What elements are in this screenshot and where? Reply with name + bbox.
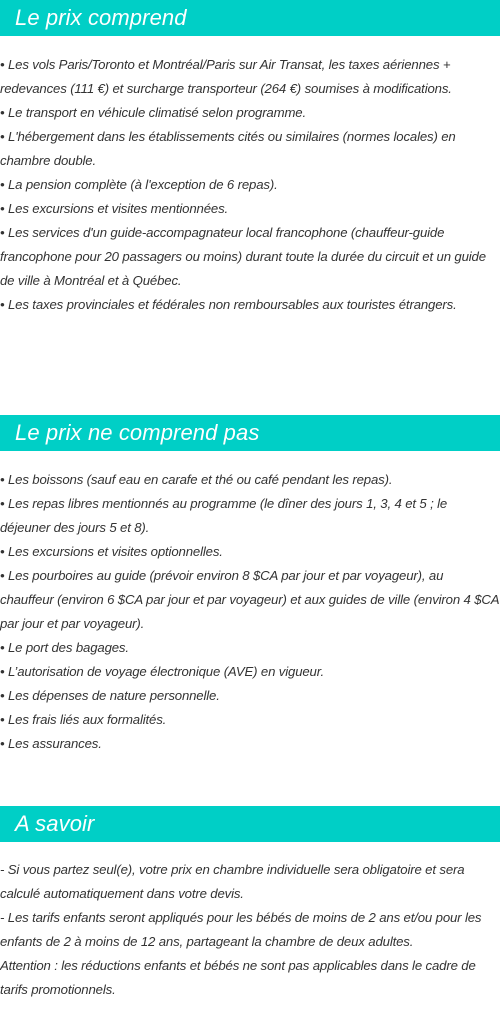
excluded-list xyxy=(0,451,500,756)
excluded-item-1: • Les boissons (sauf eau en carafe et thé ou café pendant les repas). xyxy=(0,472,393,487)
good-to-know-item-2: - Les tarifs enfants seront appliqués pour les bébés de moins de 2 ans et/ou pour les enfants de 2 à moins de 12 ans, partageant la chambre de deux adultes. xyxy=(0,910,482,949)
included-title: Le prix comprend xyxy=(15,5,187,30)
good-to-know-list xyxy=(0,842,500,1002)
included-item-3: • L'hébergement dans les établissements cités ou similaires (normes locales) en chambre double. xyxy=(0,129,456,168)
excluded-item-6: • L’autorisation de voyage électronique (AVE) en vigueur. xyxy=(0,664,325,679)
included-item-6: • Les services d'un guide-accompagnateur local francophone (chauffeur-guide francophone pour 20 passagers ou moins) durant toute la durée du circuit et un guide de ville à Montréal et à Québec. xyxy=(0,225,486,288)
good-to-know-header xyxy=(0,806,500,842)
good-to-know-section xyxy=(0,806,500,1002)
included-item-2: • Le transport en véhicule climatisé selon programme. xyxy=(0,105,306,120)
included-header xyxy=(0,0,500,36)
included-item-7: • Les taxes provinciales et fédérales non remboursables aux touristes étrangers. xyxy=(0,297,457,312)
good-to-know-title: A savoir xyxy=(15,811,95,836)
included-item-1: • Les vols Paris/Toronto et Montréal/Paris sur Air Transat, les taxes aériennes + redevances (111 €) et surcharge transporteur (264 €) soumises à modifications. xyxy=(0,57,452,96)
excluded-item-9: • Les assurances. xyxy=(0,736,102,751)
excluded-item-7: • Les dépenses de nature personnelle. xyxy=(0,688,220,703)
excluded-title: Le prix ne comprend pas xyxy=(15,420,260,445)
included-item-4: • La pension complète (à l'exception de 6 repas). xyxy=(0,177,278,192)
good-to-know-item-3: Attention : les réductions enfants et bébés ne sont pas applicables dans le cadre de tarifs promotionnels. xyxy=(0,958,476,997)
good-to-know-item-1: - Si vous partez seul(e), votre prix en chambre individuelle sera obligatoire et sera calculé automatiquement dans votre devis. xyxy=(0,862,465,901)
excluded-header xyxy=(0,415,500,451)
included-item-5: • Les excursions et visites mentionnées. xyxy=(0,201,229,216)
excluded-item-8: • Les frais liés aux formalités. xyxy=(0,712,167,727)
excluded-item-5: • Le port des bagages. xyxy=(0,640,129,655)
excluded-item-2: • Les repas libres mentionnés au programme (le dîner des jours 1, 3, 4 et 5 ; le déjeuner des jours 5 et 8). xyxy=(0,496,448,535)
excluded-item-3: • Les excursions et visites optionnelles. xyxy=(0,544,223,559)
included-section xyxy=(0,0,500,317)
included-list xyxy=(0,36,500,317)
excluded-section xyxy=(0,415,500,756)
excluded-item-4: • Les pourboires au guide (prévoir environ 8 $CA par jour et par voyageur), au chauffeur (environ 6 $CA par jour et par voyageur) et aux guides de ville (environ 4 $CA par jour et par voyageur). xyxy=(0,568,499,631)
